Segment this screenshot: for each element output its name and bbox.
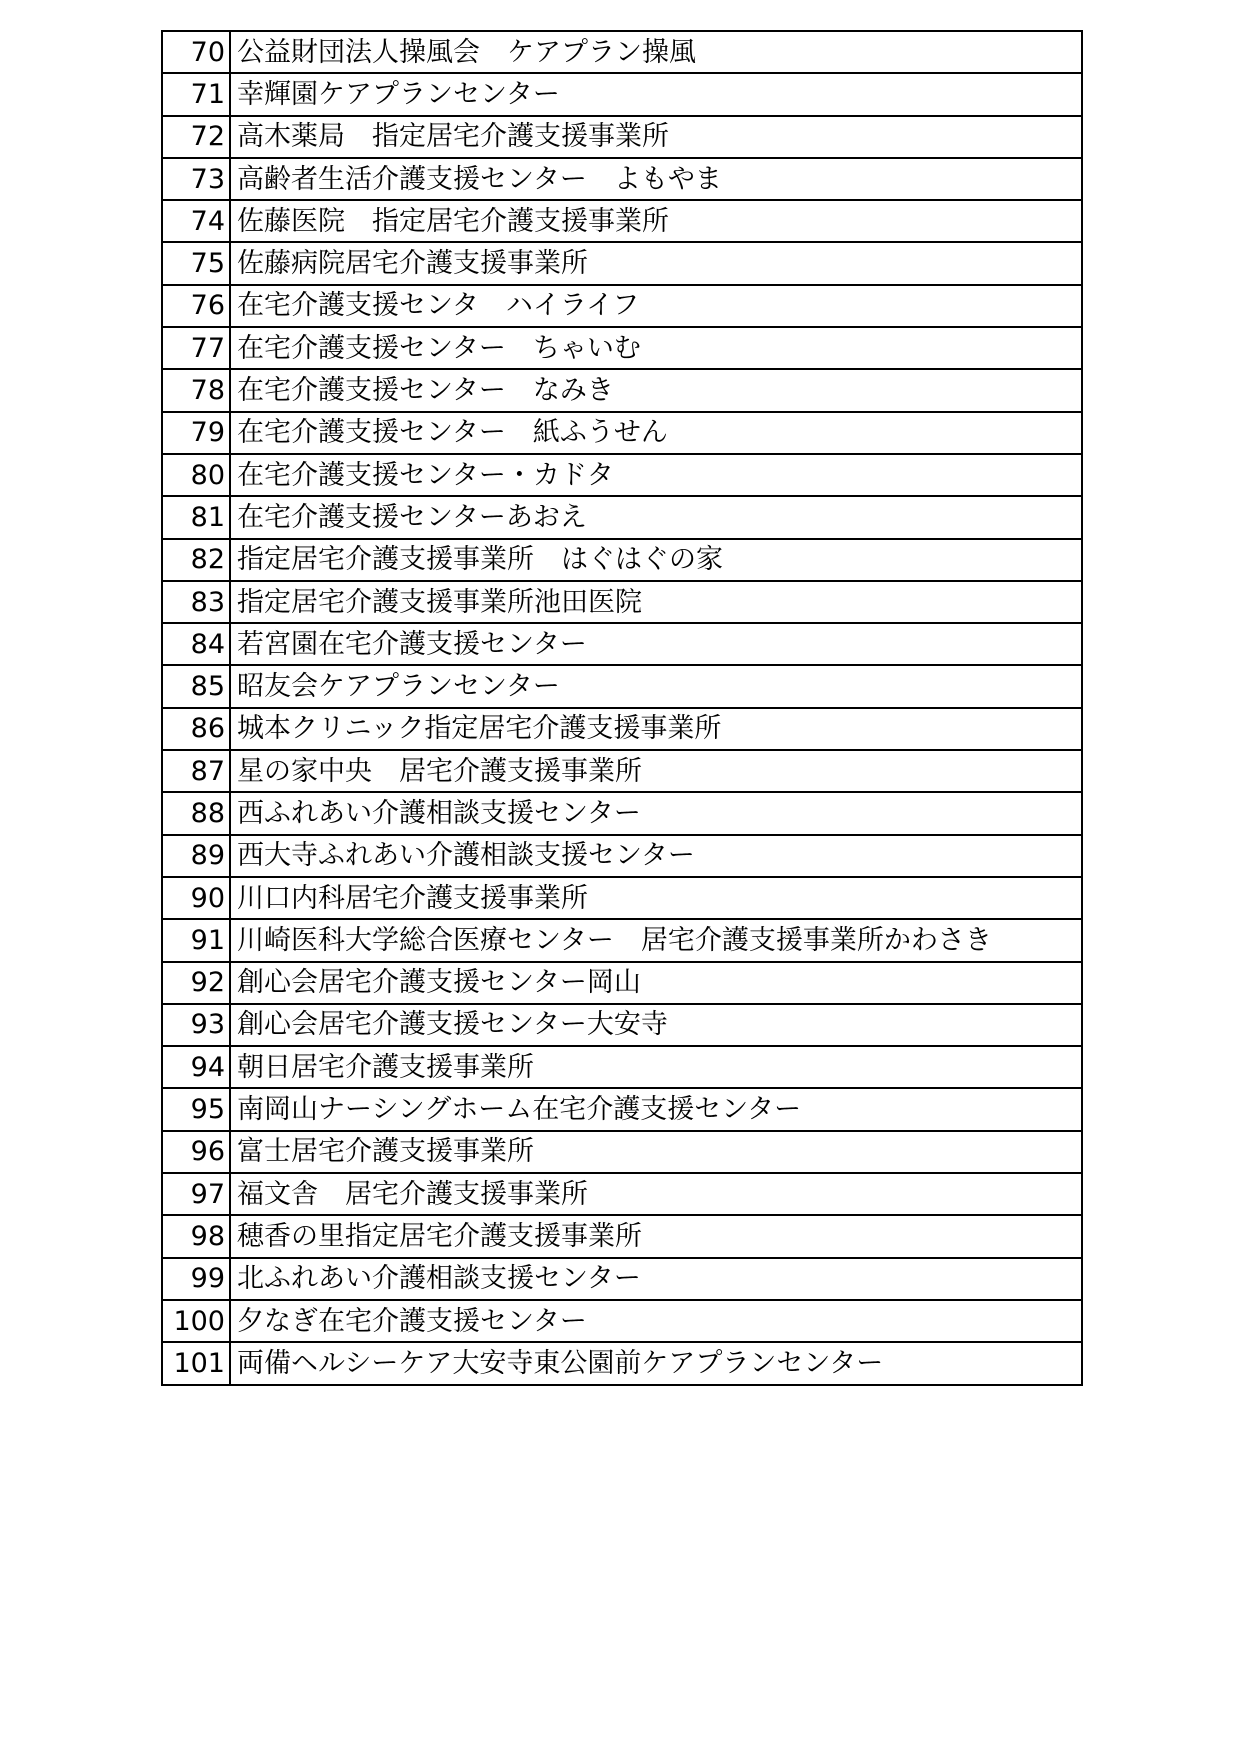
- table-row: [162, 1258, 1082, 1300]
- table-row: [162, 200, 1082, 242]
- row-number: 94: [162, 1046, 230, 1088]
- facility-name: 佐藤医院 指定居宅介護支援事業所: [230, 200, 1082, 242]
- row-number: 88: [162, 792, 230, 834]
- table-row: [162, 581, 1082, 623]
- table-row: [162, 1088, 1082, 1130]
- row-number: 85: [162, 665, 230, 707]
- row-number: 82: [162, 539, 230, 581]
- facility-name: 佐藤病院居宅介護支援事業所: [230, 242, 1082, 284]
- table-row: [162, 623, 1082, 665]
- row-number: 95: [162, 1088, 230, 1130]
- table-row: [162, 31, 1082, 73]
- facility-name: 富士居宅介護支援事業所: [230, 1131, 1082, 1173]
- facility-name: 在宅介護支援センター なみき: [230, 369, 1082, 411]
- row-number: 80: [162, 454, 230, 496]
- facility-table-body: [162, 31, 1082, 1385]
- facility-name: 在宅介護支援センター 紙ふうせん: [230, 412, 1082, 454]
- table-row: [162, 1300, 1082, 1342]
- facility-name: 高齢者生活介護支援センター よもやま: [230, 158, 1082, 200]
- row-number: 79: [162, 412, 230, 454]
- table-row: [162, 1131, 1082, 1173]
- table-row: [162, 1004, 1082, 1046]
- table-row: [162, 919, 1082, 961]
- facility-name: 川口内科居宅介護支援事業所: [230, 877, 1082, 919]
- facility-name: 指定居宅介護支援事業所 はぐはぐの家: [230, 539, 1082, 581]
- row-number: 89: [162, 835, 230, 877]
- row-number: 92: [162, 962, 230, 1004]
- table-row: [162, 73, 1082, 115]
- row-number: 81: [162, 496, 230, 538]
- facility-name: 西ふれあい介護相談支援センター: [230, 792, 1082, 834]
- facility-name: 在宅介護支援センターあおえ: [230, 496, 1082, 538]
- row-number: 73: [162, 158, 230, 200]
- facility-name: 在宅介護支援センター・カドタ: [230, 454, 1082, 496]
- table-row: [162, 454, 1082, 496]
- table-row: [162, 665, 1082, 707]
- row-number: 98: [162, 1215, 230, 1257]
- row-number: 100: [162, 1300, 230, 1342]
- table-row: [162, 877, 1082, 919]
- row-number: 75: [162, 242, 230, 284]
- table-row: [162, 1215, 1082, 1257]
- facility-name: 星の家中央 居宅介護支援事業所: [230, 750, 1082, 792]
- table-row: [162, 496, 1082, 538]
- row-number: 87: [162, 750, 230, 792]
- row-number: 84: [162, 623, 230, 665]
- table-row: [162, 369, 1082, 411]
- table-row: [162, 539, 1082, 581]
- facility-name: 穂香の里指定居宅介護支援事業所: [230, 1215, 1082, 1257]
- table-row: [162, 158, 1082, 200]
- row-number: 72: [162, 116, 230, 158]
- facility-name: 西大寺ふれあい介護相談支援センター: [230, 835, 1082, 877]
- row-number: 76: [162, 285, 230, 327]
- facility-name: 両備ヘルシーケア大安寺東公園前ケアプランセンター: [230, 1342, 1082, 1384]
- facility-name: 高木薬局 指定居宅介護支援事業所: [230, 116, 1082, 158]
- table-row: [162, 835, 1082, 877]
- table-row: [162, 1342, 1082, 1384]
- row-number: 83: [162, 581, 230, 623]
- facility-name: 若宮園在宅介護支援センター: [230, 623, 1082, 665]
- table-row: [162, 1046, 1082, 1088]
- facility-name: 城本クリニック指定居宅介護支援事業所: [230, 708, 1082, 750]
- table-row: [162, 116, 1082, 158]
- table-row: [162, 412, 1082, 454]
- row-number: 74: [162, 200, 230, 242]
- facility-name: 朝日居宅介護支援事業所: [230, 1046, 1082, 1088]
- row-number: 77: [162, 327, 230, 369]
- facility-name: 川崎医科大学総合医療センター 居宅介護支援事業所かわさき: [230, 919, 1082, 961]
- facility-name: 在宅介護支援センター ちゃいむ: [230, 327, 1082, 369]
- table-row: [162, 750, 1082, 792]
- table-row: [162, 327, 1082, 369]
- row-number: 91: [162, 919, 230, 961]
- facility-name: 創心会居宅介護支援センター大安寺: [230, 1004, 1082, 1046]
- facility-name: 北ふれあい介護相談支援センター: [230, 1258, 1082, 1300]
- table-row: [162, 285, 1082, 327]
- row-number: 70: [162, 31, 230, 73]
- table-row: [162, 708, 1082, 750]
- table-row: [162, 1173, 1082, 1215]
- row-number: 101: [162, 1342, 230, 1384]
- row-number: 71: [162, 73, 230, 115]
- facility-table: [161, 30, 1083, 1386]
- facility-name: 昭友会ケアプランセンター: [230, 665, 1082, 707]
- row-number: 97: [162, 1173, 230, 1215]
- row-number: 78: [162, 369, 230, 411]
- facility-name: 夕なぎ在宅介護支援センター: [230, 1300, 1082, 1342]
- facility-name: 指定居宅介護支援事業所池田医院: [230, 581, 1082, 623]
- facility-name: 幸輝園ケアプランセンター: [230, 73, 1082, 115]
- facility-name: 福文舎 居宅介護支援事業所: [230, 1173, 1082, 1215]
- table-row: [162, 962, 1082, 1004]
- table-row: [162, 792, 1082, 834]
- row-number: 90: [162, 877, 230, 919]
- table-row: [162, 242, 1082, 284]
- facility-name: 在宅介護支援センタ ハイライフ: [230, 285, 1082, 327]
- row-number: 86: [162, 708, 230, 750]
- row-number: 96: [162, 1131, 230, 1173]
- row-number: 93: [162, 1004, 230, 1046]
- facility-name: 南岡山ナーシングホーム在宅介護支援センター: [230, 1088, 1082, 1130]
- row-number: 99: [162, 1258, 230, 1300]
- facility-name: 公益財団法人操風会 ケアプラン操風: [230, 31, 1082, 73]
- facility-name: 創心会居宅介護支援センター岡山: [230, 962, 1082, 1004]
